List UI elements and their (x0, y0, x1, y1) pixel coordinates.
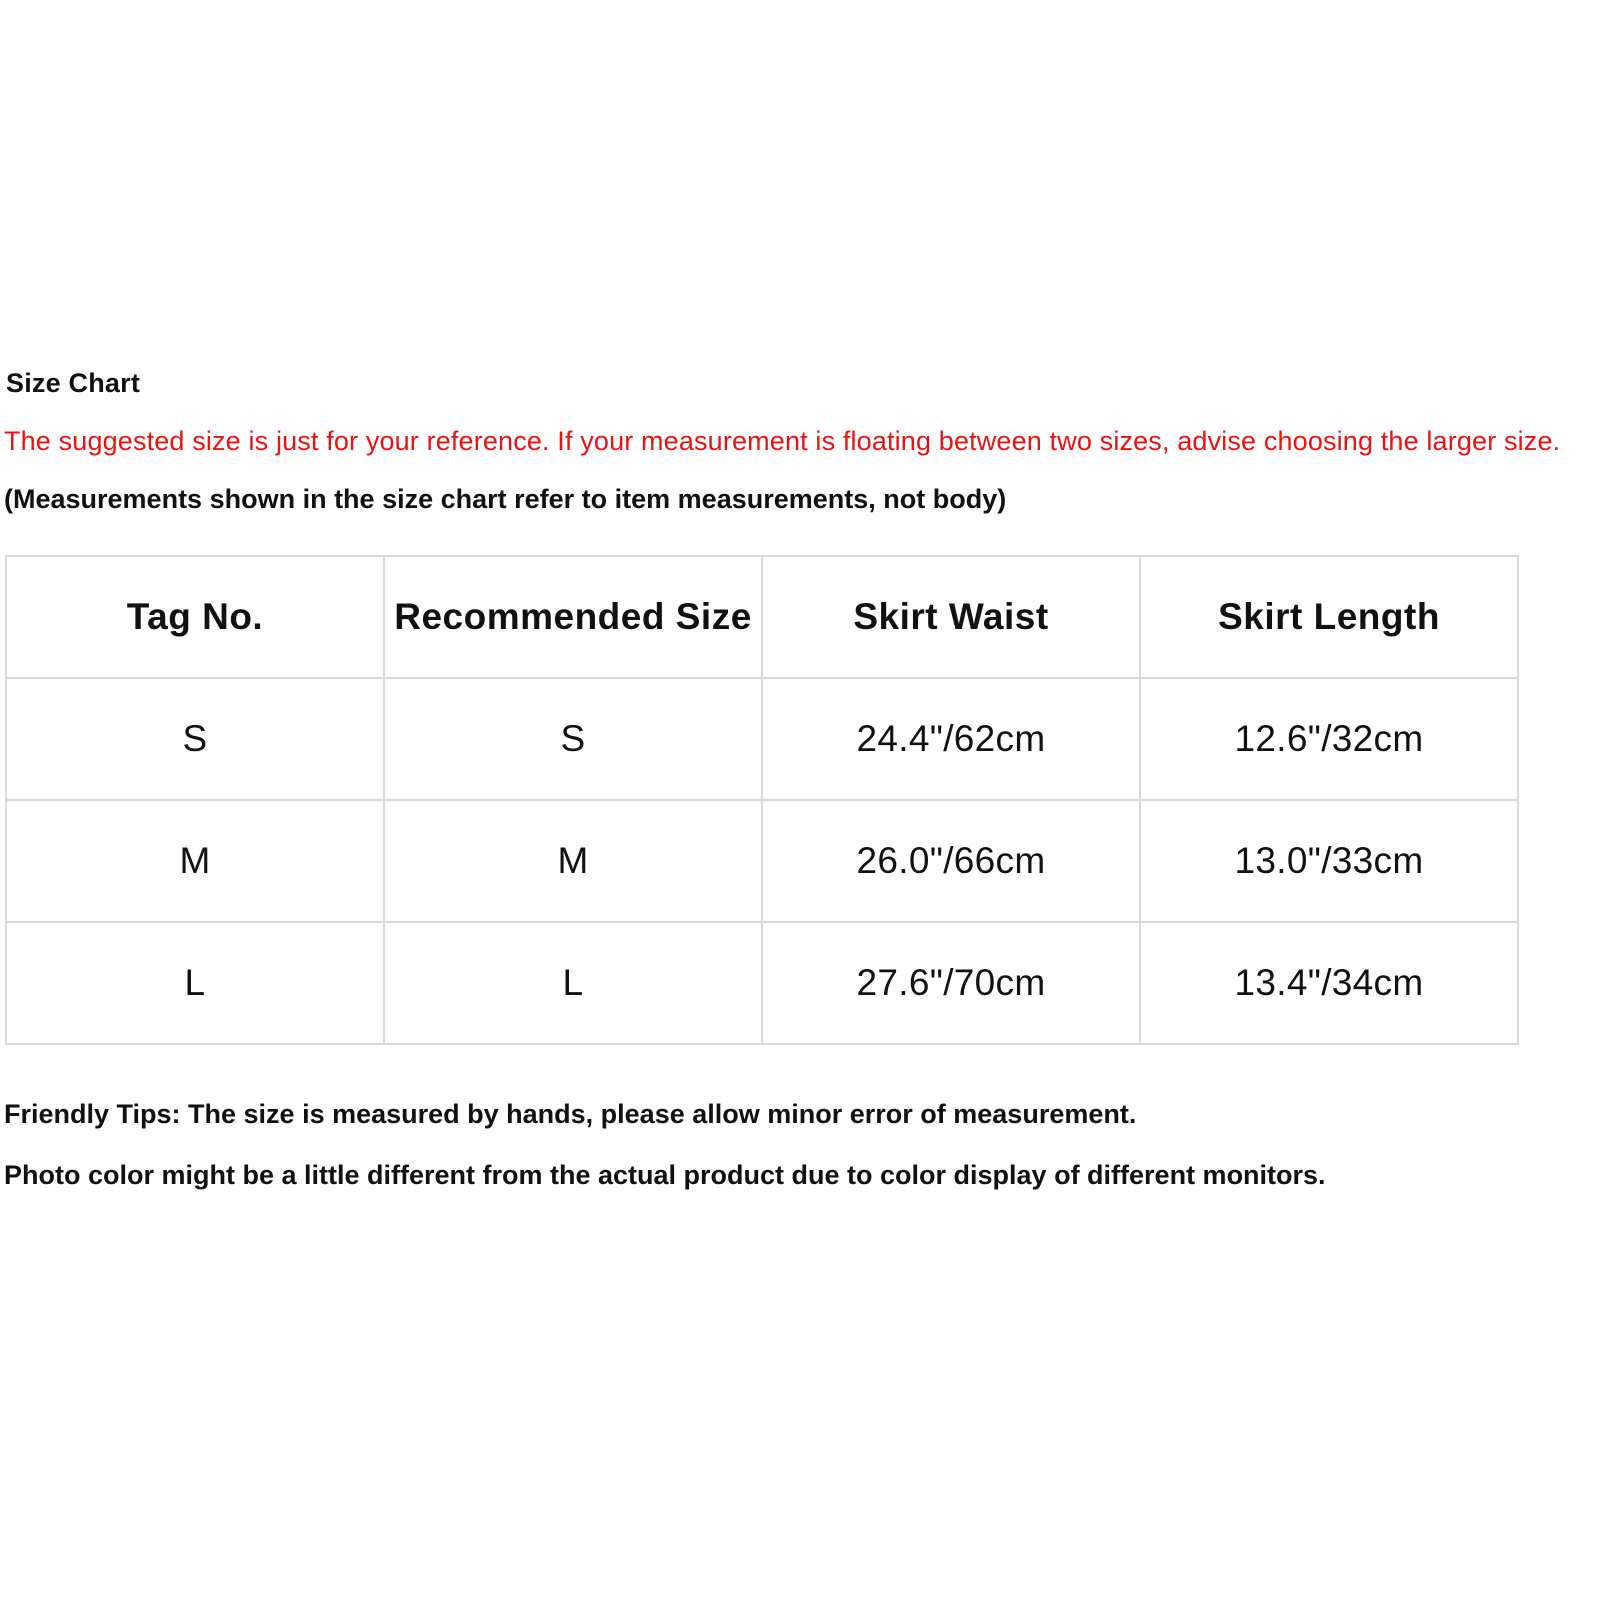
friendly-tip: Friendly Tips: The size is measured by hands, please allow minor error of measurement. (4, 1099, 1137, 1129)
cell-skirt-length: 13.4"/34cm (1140, 922, 1518, 1044)
size-chart-table (5, 555, 1519, 1045)
cell-skirt-length: 13.0"/33cm (1140, 800, 1518, 922)
page-title: Size Chart (6, 368, 141, 398)
column-header-skirt-waist: Skirt Waist (762, 556, 1140, 678)
size-reference-notice: The suggested size is just for your reference. If your measurement is floating between two sizes, advise choosing the larger size. (4, 426, 1561, 456)
cell-tag-no: M (6, 800, 384, 922)
column-header-recommended-size: Recommended Size (384, 556, 762, 678)
cell-recommended-size: L (384, 922, 762, 1044)
cell-recommended-size: S (384, 678, 762, 800)
table-row (6, 800, 1518, 922)
measurement-note: (Measurements shown in the size chart refer to item measurements, not body) (4, 484, 1007, 514)
photo-color-note: Photo color might be a little different from the actual product due to color display of different monitors. (4, 1160, 1326, 1190)
table-row (6, 678, 1518, 800)
cell-tag-no: S (6, 678, 384, 800)
column-header-tag-no: Tag No. (6, 556, 384, 678)
column-header-skirt-length: Skirt Length (1140, 556, 1518, 678)
cell-skirt-waist: 26.0"/66cm (762, 800, 1140, 922)
cell-skirt-waist: 24.4"/62cm (762, 678, 1140, 800)
table-row (6, 922, 1518, 1044)
table-header-row (6, 556, 1518, 678)
cell-skirt-length: 12.6"/32cm (1140, 678, 1518, 800)
cell-tag-no: L (6, 922, 384, 1044)
cell-recommended-size: M (384, 800, 762, 922)
cell-skirt-waist: 27.6"/70cm (762, 922, 1140, 1044)
